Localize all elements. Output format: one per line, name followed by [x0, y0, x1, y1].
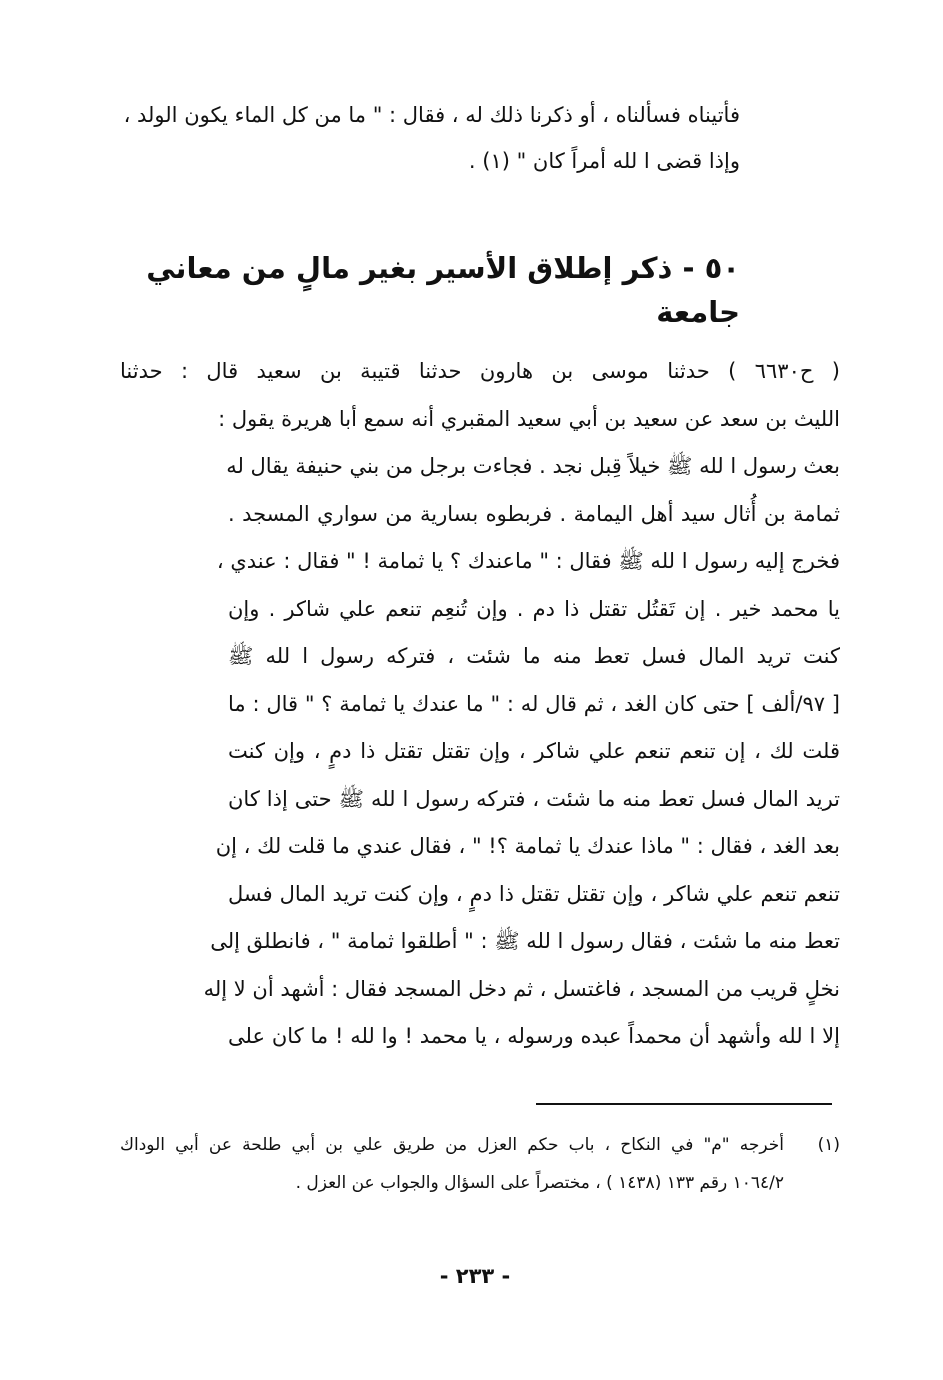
footnote-marker: (١): [817, 1135, 840, 1155]
continuation-paragraph: [100, 92, 740, 184]
footnote-line: ١٠٦٤/٢ رقم ١٣٣ (١٤٣٨ ) ، مختصراً على السؤال والجواب عن العزل .: [295, 1173, 784, 1193]
hadith-line: بعد الغد ، فقال : " ماذا عندك يا ثمامة ؟! " ، فقال عندي ما قلت لك ، إن: [215, 834, 840, 858]
text-line: وإذا قضى ا لله أمراً كان " (١) .: [468, 149, 740, 173]
hadith-line: الليث بن سعد عن سعيد بن أبي سعيد المقبري أنه سمع أبا هريرة يقول :: [218, 406, 840, 431]
footnote-line: أخرجه "م" في النكاح ، باب حكم العزل من طريق علي بن أبي طلحة عن أبي الوداك: [120, 1135, 784, 1155]
text-line: فأتيناه فسألناه ، أو ذكرنا ذلك له ، فقال : " ما من كل الماء يكون الولد ،: [123, 103, 740, 127]
hadith-line: كنت تريد المال فسل تعط منه ما شئت ، فتركه رسول ا لله ﷺ: [228, 644, 840, 668]
hadith-line: نخلٍ قريب من المسجد ، فاغتسل ، ثم دخل المسجد فقال : أشهد أن لا إله: [203, 976, 840, 1001]
footnote-separator: [536, 1103, 832, 1105]
hadith-line: ( ح٦٦٣٠ ) حدثنا موسى بن هارون حدثنا قتيبة بن سعيد قال : حدثنا: [120, 359, 840, 383]
hadith-line: يا محمد خير . إن تَقتُل تقتل ذا دم . وإن تُنعِم تنعم علي شاكر . وإن: [228, 596, 840, 621]
page-number: - ٢٣٣ -: [439, 1264, 511, 1288]
hadith-text: [120, 348, 840, 1061]
hadith-line: تعط منه ما شئت ، فقال رسول ا لله ﷺ : " أطلقوا ثمامة " ، فانطلق إلى: [210, 929, 840, 953]
hadith-line: إلا ا لله وأشهد أن محمداً عبده ورسوله ، يا محمد ! وا لله ! ما كان على: [228, 1024, 840, 1048]
hadith-line: [ ٩٧/ألف ] حتى كان الغد ، ثم قال له : " ما عندك يا ثمامة ؟ " قال : ما: [228, 691, 840, 716]
footnote: [120, 1126, 840, 1202]
hadith-line: تريد المال فسل تعط منه ما شئت ، فتركه رسول ا لله ﷺ حتى إذا كان: [228, 786, 840, 811]
hadith-line: تنعم تنعم علي شاكر ، وإن تقتل تقتل ذا دمٍ ، وإن كنت تريد المال فسل: [228, 881, 840, 906]
section-heading: ٥٠ - ذكر إطلاق الأسير بغير مالٍ من معاني جامعة: [146, 251, 740, 329]
hadith-line: بعث رسول ا لله ﷺ خيلاً قِبل نجد . فجاءت برجل من بني حنيفة يقال له: [226, 454, 840, 478]
hadith-line: قلت لك ، إن تنعم تنعم علي شاكر ، وإن تقتل تقتل ذا دمٍ ، وإن كنت: [228, 739, 840, 763]
hadith-line: ثمامة بن أُثال سيد أهل اليمامة . فربطوه بسارية من سواري المسجد .: [228, 501, 840, 526]
hadith-line: فخرج إليه رسول ا لله ﷺ فقال : " ماعندك ؟ يا ثمامة ! " فقال : عندي ،: [216, 549, 840, 573]
